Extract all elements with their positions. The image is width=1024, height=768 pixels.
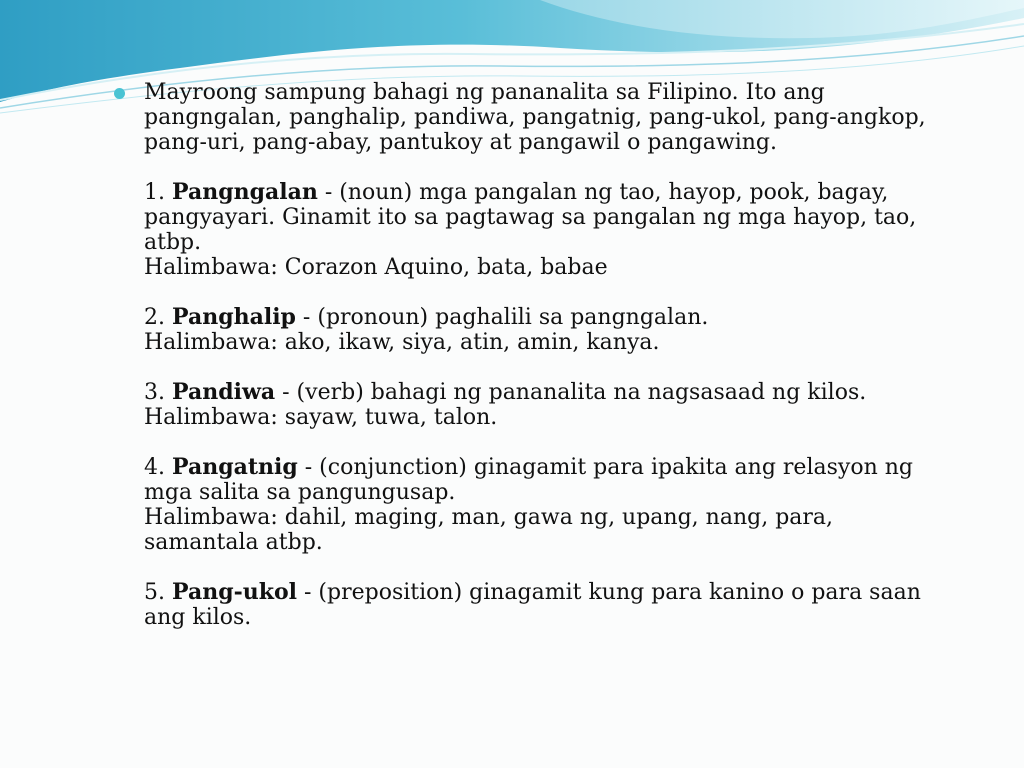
term: Pangatnig <box>172 454 298 480</box>
definition-text: - (pronoun) paghalili sa pangngalan. <box>295 305 709 330</box>
definition-line <box>144 380 948 405</box>
part-of-speech-3 <box>144 380 948 430</box>
definition-line <box>144 180 948 205</box>
definition-line: mga salita sa pangungusap. <box>144 480 456 505</box>
term: Pandiwa <box>172 379 276 405</box>
intro-paragraph <box>144 80 948 155</box>
term: Pang-ukol <box>172 579 297 605</box>
part-of-speech-4 <box>144 455 948 555</box>
definition-line: pangyayari. Ginamit ito sa pagtawag sa pangalan ng mga hayop, tao, <box>144 205 917 230</box>
part-of-speech-2 <box>144 305 948 355</box>
term: Pangngalan <box>172 179 318 205</box>
definition-line: ang kilos. <box>144 605 252 630</box>
item-number: 5. <box>144 580 165 605</box>
item-number: 4. <box>144 455 165 480</box>
intro-line: pangngalan, panghalip, pandiwa, pangatnig, pang-ukol, pang-angkop, <box>144 105 926 130</box>
intro-line: pang-uri, pang-abay, pantukoy at pangawil o pangawing. <box>144 130 777 155</box>
definition-text: - (verb) bahagi ng pananalita na nagsasaad ng kilos. <box>275 380 867 405</box>
definition-line: atbp. <box>144 230 202 255</box>
slide-body <box>118 80 948 630</box>
item-number: 1. <box>144 180 165 205</box>
definition-line <box>144 455 948 480</box>
definition-text: - (preposition) ginagamit kung para kanino o para saan <box>297 580 921 605</box>
definition-line <box>144 305 948 330</box>
example-line: Halimbawa: ako, ikaw, siya, atin, amin, kanya. <box>144 330 660 355</box>
part-of-speech-1 <box>144 180 948 280</box>
example-line: Halimbawa: Corazon Aquino, bata, babae <box>144 255 608 280</box>
definition-text: - (noun) mga pangalan ng tao, hayop, pook, bagay, <box>317 180 889 205</box>
definition-line <box>144 580 948 605</box>
intro-line: Mayroong sampung bahagi ng pananalita sa Filipino. Ito ang <box>144 80 825 105</box>
example-line: Halimbawa: dahil, maging, man, gawa ng, upang, nang, para, samantala atbp. <box>144 505 834 555</box>
bullet-dot <box>114 88 125 99</box>
part-of-speech-5 <box>144 580 948 630</box>
term: Panghalip <box>172 304 296 330</box>
example-line: Halimbawa: sayaw, tuwa, talon. <box>144 405 498 430</box>
item-number: 3. <box>144 380 165 405</box>
definition-text: - (conjunction) ginagamit para ipakita ang relasyon ng <box>297 455 913 480</box>
bullet-text <box>144 80 948 630</box>
item-number: 2. <box>144 305 165 330</box>
